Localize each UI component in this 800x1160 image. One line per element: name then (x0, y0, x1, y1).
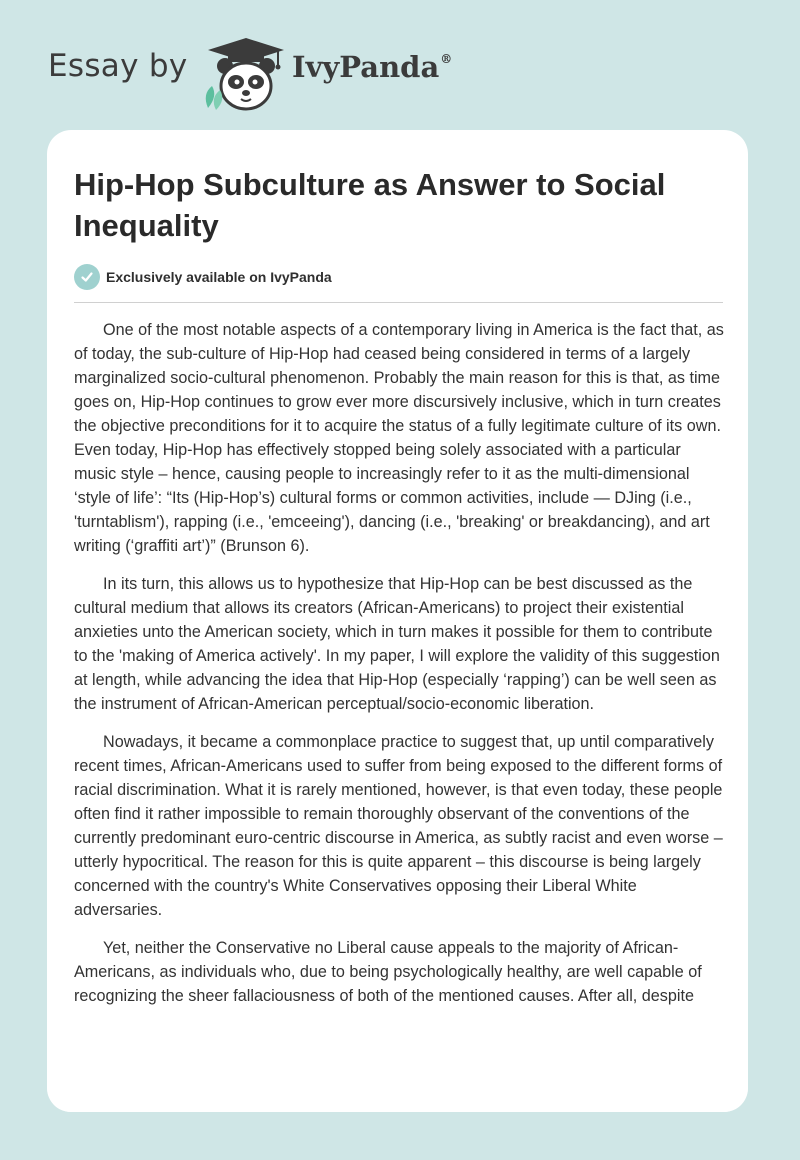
brand-name-text: IvyPanda (292, 50, 440, 84)
bottom-fade (47, 1072, 748, 1112)
registered-mark: ® (440, 52, 453, 66)
check-icon (74, 264, 100, 290)
brand-name[interactable] (292, 50, 452, 84)
essay-body (74, 318, 726, 1022)
paragraph: Nowadays, it became a commonplace practice to suggest that, up until comparatively recent times, African-Americans used to suffer from being exposed to the different forms of racial discrimination. What it is rarely mentioned, however, is that even today, these people often find it rather impossible to remain thoroughly observant of the conventions of the currently predominant euro-centric discourse in America, as subtly racist and even worse – utterly hypocritical. The reason for this is quite apparent – this discourse is being largely concerned with the country's White Conservatives opposing their Liberal White adversaries. (74, 733, 723, 919)
exclusive-badge (74, 263, 332, 291)
exclusive-badge-text: Exclusively available on IvyPanda (106, 269, 332, 285)
paragraph: Yet, neither the Conservative no Liberal cause appeals to the majority of African-Americans, as individuals who, due to being psychologically healthy, are well capable of recognizing the sheer fallaciousness of both of the mentioned causes. After all, despite (74, 939, 702, 1005)
essay-by-label: Essay by (48, 48, 188, 84)
essay-card (47, 130, 748, 1112)
site-header (0, 0, 800, 130)
paragraph: In its turn, this allows us to hypothesize that Hip-Hop can be best discussed as the cultural medium that allows its creators (African-Americans) to project their existential anxieties unto the American society, which in turn makes it possible for them to contribute to the 'making of America actively'. In my paper, I will explore the validity of this suggestion at length, while advancing the idea that Hip-Hop (especially ‘rapping’) can be well seen as the instrument of African-American perceptual/socio-economic liberation. (74, 575, 720, 713)
paragraph: One of the most notable aspects of a contemporary living in America is the fact that, as of today, the sub-culture of Hip-Hop had ceased being considered in terms of a largely marginalized socio-cultural phenomenon. Probably the main reason for this is that, as time goes on, Hip-Hop continues to grow ever more discursively inclusive, which in turn creates the objective preconditions for it to acquire the status of a fully legitimate culture of its own. Even today, Hip-Hop has effectively stopped being solely associated with a particular music style – hence, causing people to increasingly refer to it as the multi-dimensional ‘style of life’: “Its (Hip-Hop’s) cultural forms or common activities, include — DJing (i.e., 'turntablism'), rapping (i.e., 'emceeing'), dancing (i.e., 'breaking' or breakdancing), and art writing (‘graffiti art’)” (Brunson 6). (74, 321, 724, 555)
essay-title: Hip-Hop Subculture as Answer to Social Inequality (74, 167, 666, 243)
divider (74, 302, 723, 303)
panda-graduate-icon (200, 36, 286, 112)
